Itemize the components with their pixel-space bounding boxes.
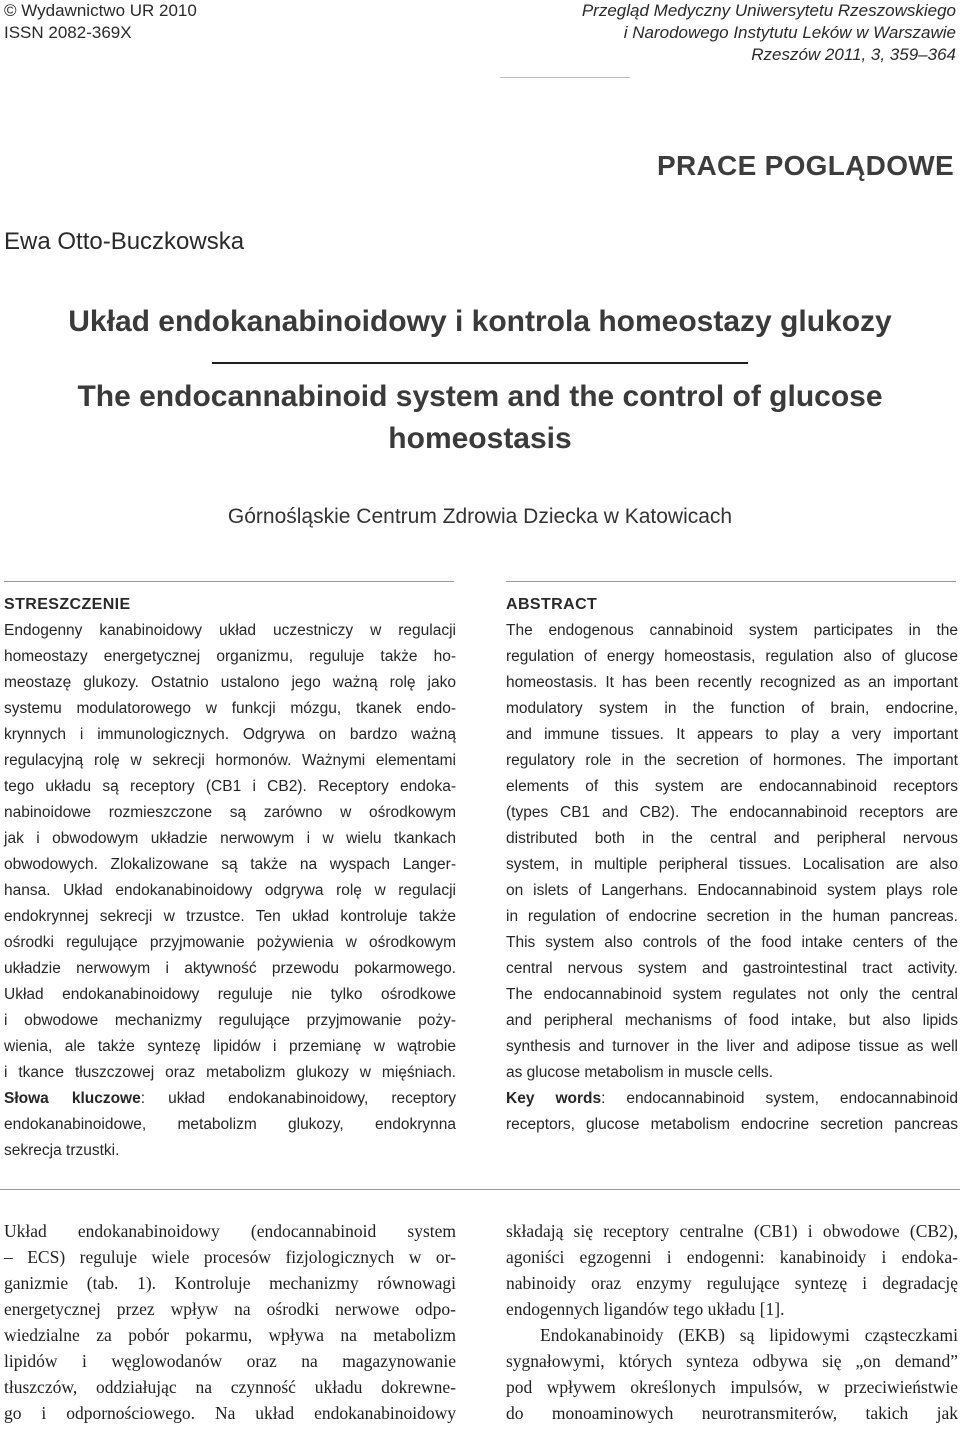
copyright-line: © Wydawnictwo UR 2010 — [4, 1, 197, 20]
abstract-en-line: distributed both in the central and peripheral nervous — [506, 830, 958, 847]
body-column-left — [4, 1218, 456, 1426]
abstract-pl-keywords-line: endokanabinoidowe, metabolizm glukozy, endokrynna — [4, 1116, 456, 1133]
title-english-line-1: The endocannabinoid system and the control of glucose — [77, 380, 883, 413]
journal-volume-line: Rzeszów 2011, 3, 359–364 — [751, 45, 956, 64]
body-line: – ECS) reguluje wiele procesów fizjologicznych w or- — [4, 1247, 456, 1267]
abstract-pl-line: jak i obwodowym układzie nerwowym i w wielu tkankach — [4, 830, 456, 847]
abstract-pl-line: systemu modulatorowego w funkcji mózgu, tkanek endo- — [4, 700, 456, 717]
abstract-pl-line: i tkance tłuszczowej oraz metabolizm glukozy w mięśniach. — [4, 1064, 456, 1081]
keywords-label: Słowa kluczowe — [4, 1090, 141, 1107]
issn-line: ISSN 2082-369X — [4, 23, 132, 42]
abstract-pl-keywords-line: sekrecja trzustki. — [4, 1142, 120, 1159]
body-line: go i odpornościowego. Na układ endokanabinoidowy — [4, 1403, 456, 1423]
body-line: energetycznej przez wpływ na ośrodki nerwowe odpo- — [4, 1299, 456, 1319]
title-divider — [212, 362, 748, 364]
journal-publisher-info — [4, 0, 197, 44]
abstract-en-line: regulatory role in the secretion of hormones. The important — [506, 752, 958, 769]
keywords-text: : endocannabinoid system, endocannabinoid — [601, 1090, 958, 1107]
abstract-en-line: (types CB1 and CB2). The endocannabinoid receptors are — [506, 804, 958, 821]
abstract-pl-top-rule — [4, 581, 454, 582]
title-english-line-2: homeostasis — [388, 422, 572, 455]
keywords-label: Key words — [506, 1090, 602, 1107]
body-line: endogennych ligandów tego układu [1]. — [506, 1299, 785, 1319]
abstract-pl-keywords-line — [4, 1086, 456, 1112]
abstract-pl-line: i obwodowe mechanizmy regulujące przyjmowanie poży- — [4, 1012, 456, 1029]
body-line: lipidów i węglowodanów oraz na magazynowanie — [4, 1351, 456, 1371]
abstract-en-keywords-line — [506, 1086, 958, 1112]
journal-citation — [582, 0, 956, 66]
abstract-pl-line: ośrodki regulujące przyjmowanie pożywienia w ośrodkowym — [4, 934, 456, 951]
body-line: tłuszczów, oddziałując na czynność układu dokrewne- — [4, 1377, 456, 1397]
abstract-pl-line: nabinoidowe rozmieszczone są zarówno w ośrodkowym — [4, 804, 456, 821]
abstract-en-top-rule — [506, 581, 956, 582]
body-line: Układ endokanabinoidowy (endocannabinoid system — [4, 1221, 456, 1241]
abstract-polish — [4, 592, 456, 1164]
abstract-en-line: elements of this system are endocannabinoid receptors — [506, 778, 958, 795]
abstract-pl-line: regulacyjną rolę w sekrecji hormonów. Ważnymi elementami — [4, 752, 456, 769]
abstract-en-line: on islets of Langerhans. Endocannabinoid system plays role — [506, 882, 958, 899]
section-label: PRACE POGLĄDOWE — [657, 150, 954, 181]
abstract-en-line: The endocannabinoid system regulates not only the central — [506, 986, 958, 1003]
abstract-en-line: synthesis and turnover in the liver and adipose tissue as well — [506, 1038, 958, 1055]
abstract-en-line: in regulation of endocrine secretion in the human pancreas. — [506, 908, 958, 925]
body-line: agoniści egzogenni i endogenni: kanabinoidy i endoka- — [506, 1247, 958, 1267]
abstract-en-line: homeostasis. It has been recently recognized as an important — [506, 674, 958, 691]
abstract-pl-line: układzie nerwowym i aktywność przewodu pokarmowego. — [4, 960, 456, 977]
body-column-right — [506, 1218, 958, 1426]
abstract-pl-line: krynnych i immunologicznych. Odgrywa on bardzo ważną — [4, 726, 456, 743]
abstract-en-line: as glucose metabolism in muscle cells. — [506, 1064, 774, 1081]
abstract-bottom-rule — [0, 1189, 960, 1190]
abstract-pl-line: obwodowych. Zlokalizowane są także na wyspach Langer- — [4, 856, 456, 873]
body-line: nabinoidy oraz enzymy regulujące syntezę i degradację — [506, 1273, 958, 1293]
abstract-pl-line: hansa. Układ endokanabinoidowy odgrywa rolę w regulacji — [4, 882, 456, 899]
journal-name-line-1: Przegląd Medyczny Uniwersytetu Rzeszowskiego — [581, 1, 956, 20]
body-line: sygnałowymi, których synteza odbywa się „on demand” — [506, 1351, 958, 1371]
body-line: składają się receptory centralne (CB1) i obwodowe (CB2), — [506, 1221, 958, 1241]
abstract-en-line: This system also controls of the food intake centers of the — [506, 934, 958, 951]
abstract-pl-line: Układ endokanabinoidowy reguluje nie tylko ośrodkowe — [4, 986, 456, 1003]
abstract-pl-line: endokrynnej sekrecji w trzustce. Ten układ kontroluje także — [4, 908, 456, 925]
abstract-pl-line: Endogenny kanabinoidowy układ uczestniczy w regulacji — [4, 622, 456, 639]
affiliation: Górnośląskie Centrum Zdrowia Dziecka w Katowicach — [227, 505, 733, 528]
abstract-pl-line: homeostazy energetycznej organizmu, reguluje także ho- — [4, 648, 456, 665]
body-line: Endokanabinoidy (EKB) są lipidowymi cząsteczkami — [540, 1325, 958, 1345]
abstract-en-line: modulatory system in the function of brain, endocrine, — [506, 700, 958, 717]
abstract-en-line: The endogenous cannabinoid system participates in the — [506, 622, 958, 639]
header-divider — [500, 77, 630, 78]
author-name: Ewa Otto-Buczkowska — [4, 228, 245, 255]
abstract-pl-line: tego układu są receptory (CB1 i CB2). Receptory endoka- — [4, 778, 456, 795]
title-polish: Układ endokanabinoidowy i kontrola homeostazy glukozy — [68, 305, 892, 338]
abstract-en-keywords-line: receptors, glucose metabolism endocrine secretion pancreas — [506, 1116, 958, 1133]
abstract-en-line: central nervous system and gastrointestinal tract activity. — [506, 960, 958, 977]
body-line: wiedzialne za pobór pokarmu, wpływa na metabolizm — [4, 1325, 456, 1345]
abstract-en-line: and peripheral mechanisms of food intake, but also lipids — [506, 1012, 958, 1029]
abstract-en-line: and immune tissues. It appears to play a very important — [506, 726, 958, 743]
abstract-pl-line: meostazę glukozy. Ostatnio ustalono jego ważną rolę jako — [4, 674, 456, 691]
abstract-en-line: regulation of energy homeostasis, regulation also of glucose — [506, 648, 958, 665]
title-english — [60, 376, 900, 460]
abstract-english — [506, 592, 958, 1138]
abstract-pl-line: wienia, ale także syntezę lipidów i przemianę w wątrobie — [4, 1038, 456, 1055]
body-line: ganizmie (tab. 1). Kontroluje mechanizmy równowagi — [4, 1273, 456, 1293]
abstract-en-heading: ABSTRACT — [506, 596, 598, 613]
journal-name-line-2: i Narodowego Instytutu Leków w Warszawie — [623, 23, 956, 42]
body-line: pod wpływem określonych impulsów, w przeciwieństwie — [506, 1377, 958, 1397]
abstract-pl-heading: STRESZCZENIE — [4, 596, 131, 613]
abstract-en-line: system, in multiple peripheral tissues. Localisation are also — [506, 856, 958, 873]
body-line: do monoaminowych neurotransmiterów, takich jak — [506, 1403, 958, 1423]
keywords-text: : układ endokanabinoidowy, receptory — [140, 1090, 456, 1107]
